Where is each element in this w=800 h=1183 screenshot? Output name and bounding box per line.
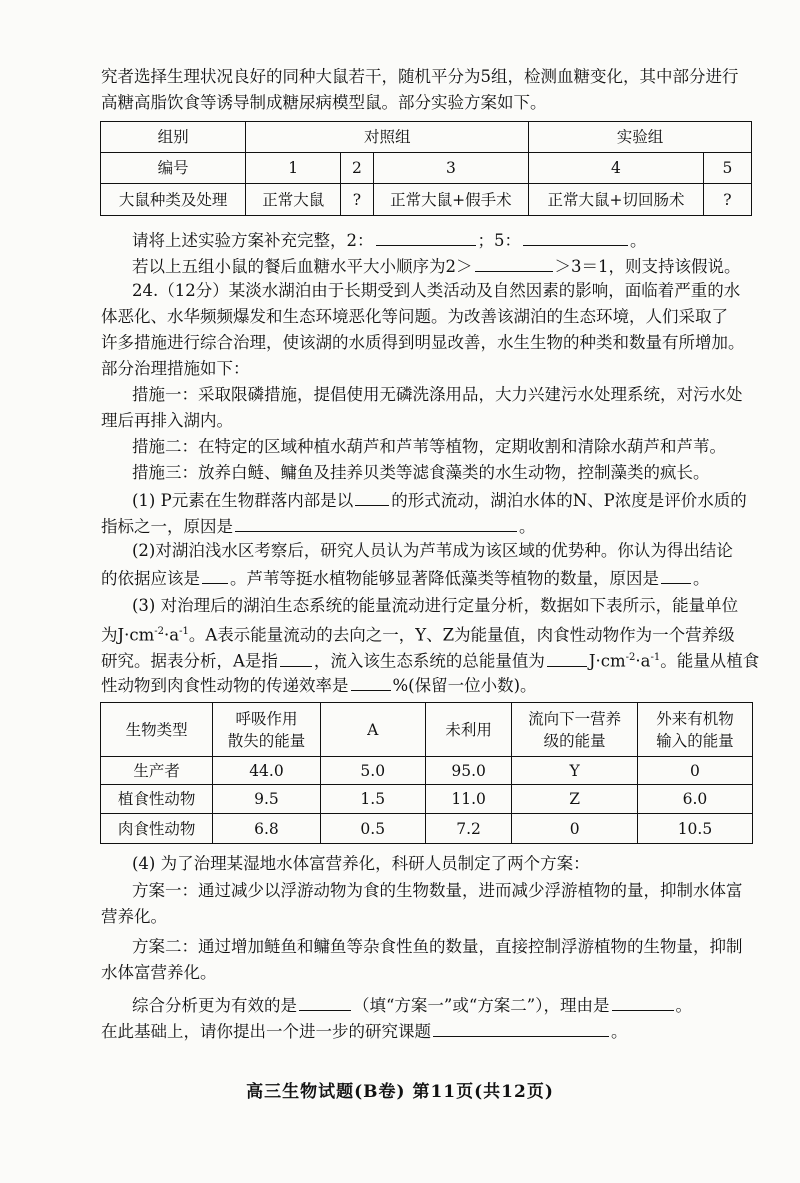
table-cell: 10.5: [637, 814, 752, 844]
text: J·cm: [588, 651, 626, 671]
text: 请将上述实验方案补充完整，2：: [132, 231, 374, 250]
part1-line-a: [0, 488, 800, 512]
plan-1b: 营养化。: [101, 907, 167, 926]
table-cell: 1: [246, 153, 341, 184]
measure-1a: 措施一：采取限磷措施，提倡使用无磷洗涤用品，大力兴建污水处理系统，对污水处: [132, 385, 743, 404]
table-cell: 44.0: [213, 757, 321, 785]
table-cell: 0.5: [320, 814, 425, 844]
text: 的依据应该是: [101, 569, 200, 588]
answer-blank[interactable]: [376, 228, 476, 246]
answer-blank[interactable]: [523, 228, 628, 246]
header-control: 对照组: [246, 122, 529, 153]
q24-intro-4: 部分治理措施如下：: [101, 359, 250, 378]
experiment-table: [100, 121, 752, 216]
table-header-cell: 生物类型: [101, 703, 213, 757]
text: ·a: [164, 625, 180, 645]
superscript: -2: [625, 652, 636, 663]
label-treatment: 大鼠种类及处理: [101, 184, 246, 216]
part4-intro: (4) 为了治理某湿地水体富营养化，科研人员制定了两个方案：: [132, 854, 590, 873]
answer-blank[interactable]: [433, 1019, 609, 1037]
plan-2b: 水体富营养化。: [101, 963, 217, 982]
text: ，流入该生态系统的总能量值为: [313, 651, 545, 671]
table-cell: 6.0: [637, 785, 752, 814]
answer-blank[interactable]: [299, 993, 351, 1011]
table-cell: Z: [512, 785, 637, 814]
table-header-cell: 外来有机物 输入的能量: [637, 703, 752, 757]
table-cell: 5.0: [320, 757, 425, 785]
label-number: 编号: [101, 153, 246, 184]
part3-line-c: [0, 647, 800, 673]
text: 若以上五组小鼠的餐后血糖水平大小顺序为2＞: [132, 257, 473, 276]
q24-intro-1: 24.（12分）某淡水湖泊由于长期受到人类活动及自然因素的影响，面临着严重的水: [132, 281, 741, 300]
text: 指标之一，原因是: [101, 517, 233, 536]
answer-blank[interactable]: [202, 566, 228, 584]
superscript: -1: [650, 652, 661, 663]
energy-table: [100, 702, 753, 844]
part2-line-a: (2)对湖泊浅水区考察后，研究人员认为芦苇成为该区域的优势种。你认为得出结论: [132, 541, 733, 560]
table-cell: 95.0: [425, 757, 512, 785]
table-cell: 0: [512, 814, 637, 844]
text: 。: [611, 1022, 628, 1041]
superscript: -2: [154, 626, 164, 637]
text: 为J·cm: [101, 625, 155, 645]
final-line-1: [0, 993, 800, 1017]
part3-line-a: (3) 对治理后的湖泊生态系统的能量流动进行定量分析，数据如下表所示，能量单位: [132, 596, 739, 615]
table-cell: 正常大鼠+假手术: [373, 184, 528, 216]
text: 。A表示能量流动的去向之一，Y、Z为能量值，肉食性动物作为一个营养级: [188, 625, 735, 645]
table-cell: 1.5: [320, 785, 425, 814]
table-cell: 7.2: [425, 814, 512, 844]
measure-1b: 理后再排入湖内。: [101, 411, 233, 430]
q24-intro-2: 体恶化、水华频频爆发和生态环境恶化等问题。为改善该湖泊的生态环境，人们采取了: [101, 307, 728, 326]
text: 。: [630, 231, 647, 250]
page-footer: 高三生物试题(B卷) 第11页(共12页): [246, 1082, 554, 1102]
plan-1a: 方案一：通过减少以浮游动物为食的生物数量，进而减少浮游植物的量，抑制水体富: [132, 881, 743, 900]
fill-line-b: [0, 254, 800, 278]
q24-intro-3: 许多措施进行综合治理，使该湖的水质得到明显改善，水生生物的种类和数量有所增加。: [101, 333, 745, 352]
part3-line-b: [0, 621, 800, 647]
answer-blank[interactable]: [355, 488, 389, 506]
text: ＞3＝1，则支持该假说。: [554, 257, 741, 276]
text: 。: [693, 569, 710, 588]
answer-blank[interactable]: [547, 649, 587, 667]
text: %(保留一位小数)。: [392, 676, 537, 695]
table-cell: 6.8: [213, 814, 321, 844]
table-cell: 肉食性动物: [101, 814, 213, 844]
header-group: 组别: [101, 122, 246, 153]
text: 综合分析更为有效的是: [132, 996, 297, 1015]
text: 性动物到肉食性动物的传递效率是: [101, 676, 349, 695]
table-cell: 植食性动物: [101, 785, 213, 814]
answer-blank[interactable]: [351, 673, 391, 691]
table-header-cell: A: [320, 703, 425, 757]
text: 。: [675, 996, 692, 1015]
fill-line-a: [0, 228, 800, 252]
table-cell: 4: [529, 153, 704, 184]
part2-line-b: [0, 566, 800, 590]
final-line-2: [0, 1019, 800, 1043]
header-experiment: 实验组: [529, 122, 752, 153]
measure-3: 措施三：放养白鲢、鳙鱼及挂养贝类等滤食藻类的水生动物，控制藻类的疯长。: [132, 463, 710, 482]
text: 。: [519, 517, 536, 536]
text: 。芦苇等挺水植物能够显著降低藻类等植物的数量，原因是: [230, 569, 659, 588]
table-cell: ?: [341, 184, 374, 216]
plan-2a: 方案二：通过增加鲢鱼和鳙鱼等杂食性鱼的数量，直接控制浮游植物的生物量，抑制: [132, 937, 743, 956]
answer-blank[interactable]: [235, 514, 517, 532]
table-cell: Y: [512, 757, 637, 785]
table-cell: 2: [341, 153, 374, 184]
table-cell: 生产者: [101, 757, 213, 785]
text: ·a: [635, 651, 651, 671]
answer-blank[interactable]: [280, 649, 312, 667]
text: 。能量从植食: [660, 651, 760, 671]
table-cell: 正常大鼠+切回肠术: [529, 184, 704, 216]
text: 在此基础上，请你提出一个进一步的研究课题: [101, 1022, 431, 1041]
intro-line-2: 高糖高脂饮食等诱导制成糖尿病模型鼠。部分实验方案如下。: [101, 93, 547, 112]
part3-line-d: [0, 673, 800, 697]
table-cell: 9.5: [213, 785, 321, 814]
superscript: -1: [179, 626, 189, 637]
table-header-cell: 未利用: [425, 703, 512, 757]
table-header-cell: 呼吸作用 散失的能量: [213, 703, 321, 757]
table-cell: 3: [373, 153, 528, 184]
table-cell: 0: [637, 757, 752, 785]
table-cell: 11.0: [425, 785, 512, 814]
table-cell: 5: [703, 153, 751, 184]
text: (1) P元素在生物群落内部是以: [132, 491, 354, 510]
answer-blank[interactable]: [661, 566, 691, 584]
table-header-cell: 流向下一营养 级的能量: [512, 703, 637, 757]
part1-line-b: [0, 514, 800, 538]
intro-line-1: 究者选择生理状况良好的同种大鼠若干，随机平分为5组，检测血糖变化，其中部分进行: [101, 67, 739, 86]
answer-blank[interactable]: [612, 993, 674, 1011]
text: 的形式流动，湖泊水体的N、P浓度是评价水质的: [391, 491, 747, 510]
table-cell: 正常大鼠: [246, 184, 341, 216]
text: 研究。据表分析，A是指: [101, 651, 278, 671]
table-cell: ?: [703, 184, 751, 216]
text: （填“方案一”或“方案二”），理由是: [353, 996, 610, 1015]
answer-blank[interactable]: [475, 254, 553, 272]
text: ；5：: [477, 231, 521, 250]
measure-2: 措施二：在特定的区域种植水葫芦和芦苇等植物，定期收割和清除水葫芦和芦苇。: [132, 437, 726, 456]
